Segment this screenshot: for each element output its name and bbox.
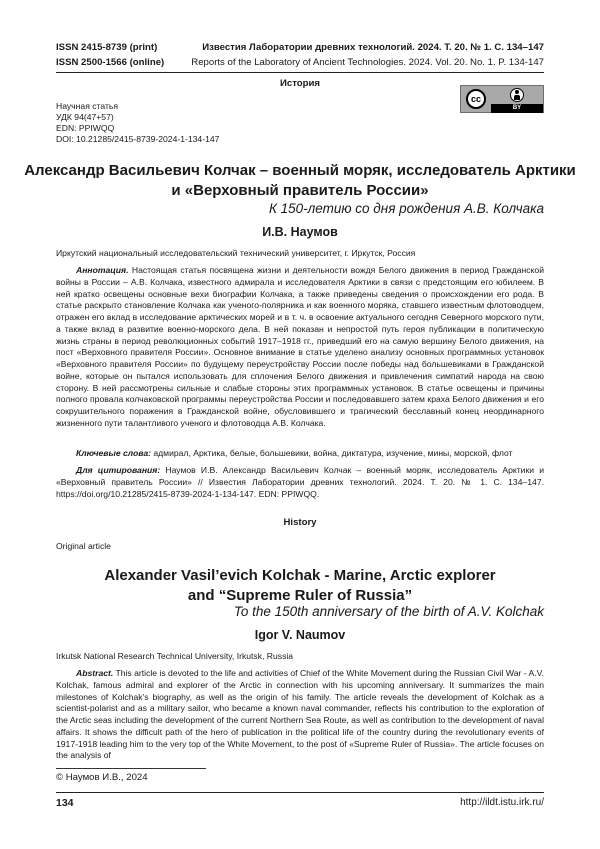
cc-logo-icon: cc (466, 89, 486, 109)
article-subtitle-en: To the 150th anniversary of the birth of A.V. Kolchak (233, 604, 544, 619)
abstract-ru-text: Настоящая статья посвящена жизни и деятельности вождя Белого движения в период Гражданской войны в России – А.В. Колчака, известного адмирала и исследователя Арктики в связи с предстоящим его юбилеем. В ней кратко освещены основные вехи биографии Колчака, а также приведены сведения о происхождении его рода. В статье раскрыто становление Колчака как ученого-полярника и как военного моряка, ставшего известным флотоводцем, отражен его вклад в исследование арктических морей и в т. ч. в освоение актуального сегодня Северного морского пути, а также вклад в развитие военно-морского дела. В ней показан и непростой путь героя публикации в политическую жизнь страны в период революционных событий 1917–1918 гг., приведший его на самую вершину Белого движения, на пост «Верховного правителя России». Основное внимание в статье уделено анализу основных программных установок «Верховного правителя России» по будущему переустройству России после победы над большевиками в Гражданской войне, которые он пытался использовать для сплочения Белого движения и привлечения симпатий народа на свою сторону. В ней рассмотрены сильные и слабые стороны этих программных установок. В статье освещены и причины полного провала колчаковской программы переустройства России и последовавшего затем краха Белого движения и его сокрушительного поражения в Гражданской войне, обусловившего и трагический бесславный конец неординарного жизненного пути талантливого ученого и флотоводца А.В. Колчака. (56, 265, 544, 428)
abstract-ru (56, 265, 544, 430)
citation-ru-label: Для цитирования: (76, 465, 161, 475)
edn-code: EDN: PPIWQQ (56, 123, 115, 133)
title-en-line-2: and “Supreme Ruler of Russia” (187, 587, 413, 604)
article-subtitle-ru: К 150-летию со дня рождения А.В. Колчака (268, 201, 544, 216)
author-en: Igor V. Naumov (254, 628, 346, 642)
udc-code: УДК 94(47+57) (56, 112, 114, 122)
page-number: 134 (56, 797, 74, 809)
header-row-print (56, 42, 544, 56)
issn-print: ISSN 2415-8739 (print) (56, 42, 158, 53)
article-type-en: Original article (56, 541, 111, 551)
footer-divider (56, 792, 544, 793)
abstract-ru-label: Аннотация. (76, 265, 129, 275)
title-ru-line-2: и «Верховный правитель России» (171, 182, 429, 199)
article-title-en (0, 566, 600, 606)
title-ru-line-1: Александр Васильевич Колчак – военный моряк, исследователь Арктики (24, 162, 576, 179)
footnote-divider (56, 768, 206, 769)
affiliation-ru: Иркутский национальный исследовательский технический университет, г. Иркутск, Россия (56, 248, 416, 258)
abstract-en-label: Abstract. (76, 668, 114, 678)
abstract-en-text: This article is devoted to the life and activities of Chief of the White Movement during the Russian Civil War - A.V. Kolchak, famous admiral and explorer of the Arctic in connection with his upcoming anniversary. It summarizes the main milestones of Kolchak’s biography, as well as the origin of his family. The article reveals the development of Kolchak as a scientist-polarist and as a military sailor, who became a known naval commander, reflects his contribution to the exploration of the Arctic seas including the development of the current Northern Sea Route, as well as contribution to the development of naval affairs. It shows the difficult path of the hero of publication in the political life of the country during the revolutionary events of 1917-1918 leading him to the very top of the White Movement, to the post of «Supreme Ruler of Russia». The article focuses on the analysis of (56, 668, 544, 761)
copyright-notice: © Наумов И.В., 2024 (56, 772, 148, 783)
section-heading-ru: История (279, 78, 321, 89)
journal-website-link[interactable]: http://ildt.istu.irk.ru/ (460, 797, 544, 808)
journal-citation-en: Reports of the Laboratory of Ancient Technologies. 2024. Vol. 20. No. 1. P. 134-147 (191, 57, 544, 68)
keywords-ru-label: Ключевые слова: (76, 448, 151, 458)
attribution-person-icon (510, 88, 524, 102)
keywords-ru (56, 448, 544, 460)
title-en-line-1: Alexander Vasil’evich Kolchak - Marine, Arctic explorer (104, 567, 496, 584)
author-ru: И.В. Наумов (262, 225, 338, 239)
article-type: Научная статья (56, 101, 119, 111)
citation-ru (56, 465, 544, 500)
journal-citation-ru: Известия Лаборатории древних технологий. 2024. Т. 20. № 1. С. 134–147 (202, 42, 544, 53)
header-row-online (56, 57, 544, 71)
doi: DOI: 10.21285/2415-8739-2024-1-134-147 (56, 134, 220, 144)
license-by-label: BY (491, 104, 543, 113)
header-divider (56, 72, 544, 73)
article-meta (56, 101, 219, 145)
affiliation-en: Irkutsk National Research Technical University, Irkutsk, Russia (56, 651, 294, 661)
citation-ru-text: Наумов И.В. Александр Васильевич Колчак – военный моряк, исследователь Арктики и «Верховный правитель России» // Известия Лаборатории древних технологий. 2024. Т. 20. № 1. С. 134–147. https://doi.org/10.21285/2415-8739-2024-1-134-147. EDN: PPIWQQ. (56, 465, 544, 499)
keywords-ru-text: адмирал, Арктика, белые, большевики, война, диктатура, изучение, мины, морской, флот (151, 448, 513, 458)
article-title-ru (0, 161, 600, 201)
cc-by-license-badge (460, 85, 544, 113)
abstract-en (56, 668, 544, 762)
section-heading-en: History (283, 517, 317, 528)
issn-online: ISSN 2500-1566 (online) (56, 57, 165, 68)
